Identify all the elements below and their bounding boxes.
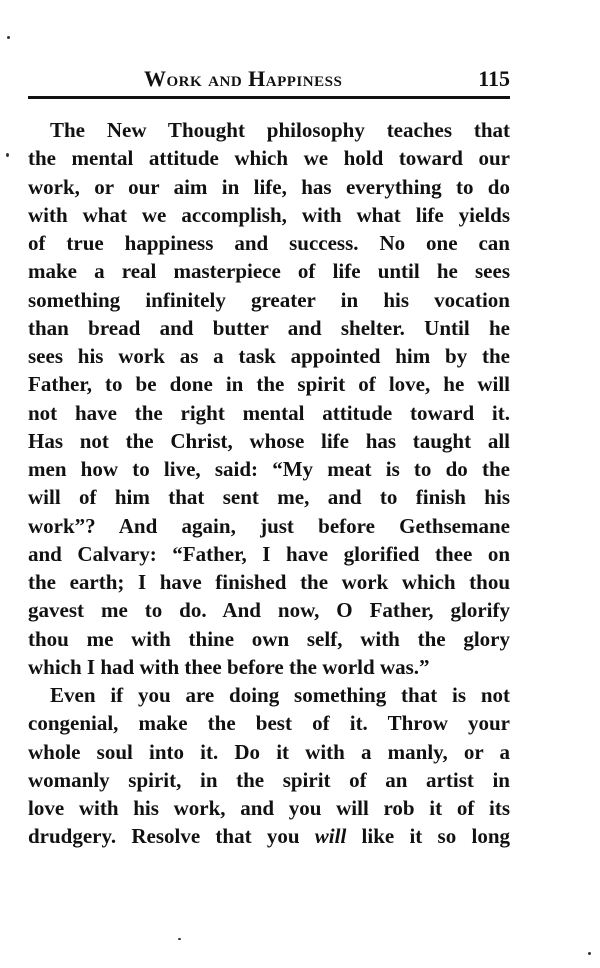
text-segment: like it so long [346, 824, 511, 849]
text-line: make a real masterpiece of life until he sees [28, 259, 510, 284]
text-line: the mental attitude which we hold toward our [28, 146, 510, 171]
running-head [28, 66, 510, 96]
text-line: sees his work as a task appointed him by the [28, 344, 510, 368]
text-line: womanly spirit, in the spirit of an artist in [28, 767, 510, 792]
page-number: 115 [478, 66, 510, 91]
text-line: than bread and butter and shelter. Until he [28, 315, 510, 340]
text-line: thou me with thine own self, with the glory [28, 626, 510, 651]
text-line: with what we accomplish, with what life yields [28, 202, 510, 227]
text-line: not have the right mental attitude toward it. [28, 400, 510, 425]
scan-speck [588, 952, 591, 955]
text-segment: drudgery. Resolve that you [28, 824, 315, 849]
text-line: which I had with thee before the world was.” [28, 654, 430, 679]
text-line: whole soul into it. Do it with a manly, or a [28, 739, 510, 764]
scan-speck [178, 938, 181, 940]
running-title: Work and Happiness [144, 66, 343, 91]
emphasized-word: will [314, 824, 347, 849]
text-line: Has not the Christ, whose life has taught all [28, 428, 510, 453]
header-rule [28, 96, 510, 99]
scan-speck [7, 36, 10, 39]
text-line: Even if you are doing something that is not [50, 683, 510, 707]
text-line: men how to live, said: “My meat is to do the [28, 457, 510, 481]
text-line: Father, to be done in the spirit of love, he will [28, 372, 510, 397]
text-line: will of him that sent me, and to finish his [28, 485, 510, 510]
text-line: work”? And again, just before Gethsemane [28, 513, 510, 538]
text-line: something infinitely greater in his vocation [28, 287, 510, 312]
body-text [28, 116, 510, 851]
text-line: congenial, make the best of it. Throw your [28, 711, 510, 736]
text-line-last [28, 822, 510, 850]
text-line: The New Thought philosophy teaches that [50, 118, 510, 142]
text-line: gavest me to do. And now, O Father, glorify [28, 598, 510, 623]
text-line: and Calvary: “Father, I have glorified thee on [28, 541, 510, 566]
text-line: of true happiness and success. No one can [28, 231, 510, 255]
text-line: the earth; I have finished the work which thou [28, 570, 510, 594]
text-line: work, or our aim in life, has everything to do [28, 174, 510, 199]
scan-speck [6, 153, 9, 157]
text-line: love with his work, and you will rob it of its [28, 796, 510, 820]
